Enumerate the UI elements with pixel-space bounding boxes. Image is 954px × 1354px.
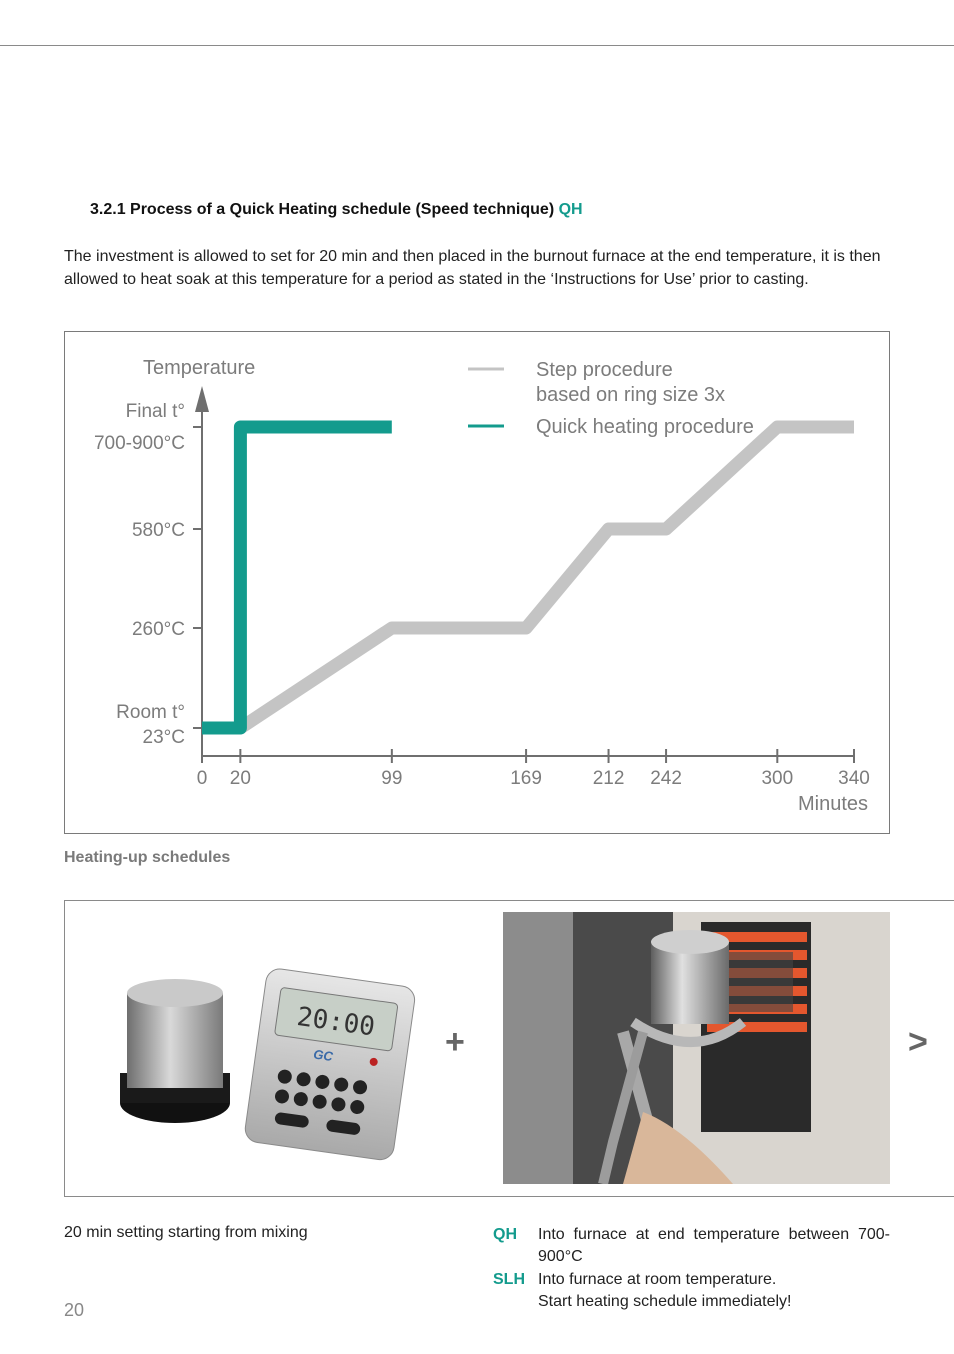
heating-chart-svg	[65, 332, 889, 833]
note-tag: QH	[493, 1226, 517, 1243]
x-tick-label: 340	[838, 768, 870, 789]
x-tick-label: 20	[229, 768, 251, 789]
chart-legend	[468, 359, 754, 438]
note-slh	[493, 1269, 890, 1313]
top-rule	[0, 45, 954, 46]
ring-cylinder	[127, 993, 223, 1088]
note-line: Into furnace at room temperature.	[538, 1271, 777, 1288]
x-tick-label: 169	[510, 768, 542, 789]
series-layer	[202, 427, 854, 728]
x-tick-label: 0	[196, 768, 208, 789]
heating-chart	[64, 331, 890, 834]
photo-frame	[64, 900, 954, 1197]
furnace-photo	[503, 912, 890, 1184]
note-qh	[493, 1224, 890, 1268]
legend-label: Step procedure	[536, 359, 673, 381]
y-axis-label: Temperature	[143, 357, 256, 379]
note-tag: SLH	[493, 1271, 525, 1288]
x-tick-label: 99	[381, 768, 403, 789]
timer-display: 20:00	[295, 1001, 377, 1043]
section-heading-tag: QH	[558, 201, 583, 218]
y-tick-label: 580°C	[131, 520, 185, 541]
plus-symbol: +	[445, 1023, 465, 1061]
note-text	[538, 1224, 890, 1268]
page-number: 20	[64, 1300, 85, 1320]
ring-and-timer-photo	[87, 913, 443, 1183]
y-axis	[94, 386, 209, 756]
ring-in-tongs	[651, 942, 729, 1024]
legend-label: Quick heating procedure	[536, 416, 754, 438]
x-axis	[197, 749, 870, 789]
x-tick-label: 242	[650, 768, 682, 789]
intro-paragraph: The investment is allowed to set for 20 min and then placed in the burnout furnace at the end temperature, it is then allowed to heat soak at this temperature for a period as stated in the ‘Instructions for Use’ prior to casting.	[64, 248, 881, 288]
note-line: Start heating schedule immediately!	[538, 1293, 792, 1310]
x-tick-label: 212	[592, 768, 625, 789]
section-heading	[90, 201, 583, 219]
y-tick-label: 23°C	[142, 727, 185, 748]
x-tick-label: 300	[761, 768, 794, 789]
y-axis-arrow-icon	[195, 386, 209, 412]
y-tick-label: 700-900°C	[93, 433, 185, 454]
y-tick-label: Room t°	[116, 702, 185, 723]
note-line: Into furnace at end temperature between 700-900°C	[538, 1226, 890, 1265]
arrow-symbol: >	[908, 1023, 928, 1061]
series-line-0	[202, 427, 854, 728]
series-line-1	[202, 427, 392, 728]
y-tick-label: 260°C	[131, 619, 185, 640]
section-heading-text: 3.2.1 Process of a Quick Heating schedule (Speed technique)	[90, 201, 555, 218]
x-axis-label: Minutes	[797, 793, 868, 815]
note-text	[538, 1269, 890, 1313]
y-tick-label: Final t°	[125, 401, 185, 422]
timer-brand: GC	[312, 1046, 334, 1065]
figure-caption: Heating-up schedules	[64, 849, 231, 866]
legend-label: based on ring size 3x	[536, 384, 726, 406]
setting-note: 20 min setting starting from mixing	[64, 1224, 308, 1241]
procedure-notes	[493, 1224, 890, 1314]
